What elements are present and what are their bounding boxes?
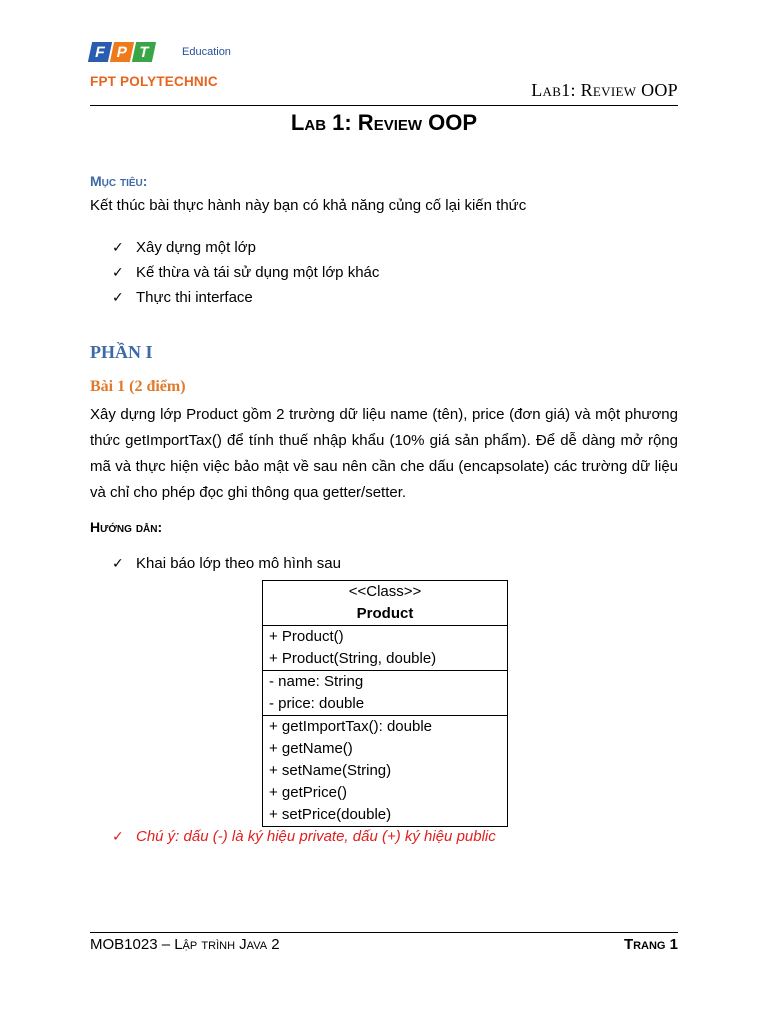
list-item xyxy=(112,260,379,285)
fpt-letters xyxy=(90,42,154,64)
objective-text: Kế thừa và tái sử dụng một lớp khác xyxy=(136,264,380,281)
uml-method: + getName() xyxy=(269,740,353,757)
uml-field: - name: String xyxy=(269,673,364,690)
uml-method: + setName(String) xyxy=(269,762,392,779)
uml-class-diagram xyxy=(262,580,508,827)
footer-course-code: MOB1023 – xyxy=(90,936,175,953)
page-title: Lab 1: Review OOP xyxy=(290,110,478,135)
exercise-heading: Bài 1 (2 điểm) xyxy=(90,378,186,395)
exercise-body xyxy=(90,402,678,506)
footer-page-number: Trang 1 xyxy=(623,936,678,953)
checkmark-icon: ✓ xyxy=(112,289,124,305)
footer-course-name: Lập trình Java 2 xyxy=(174,936,280,953)
uml-constructors-section xyxy=(263,625,507,670)
uml-method: + getPrice() xyxy=(269,784,347,801)
note xyxy=(112,828,496,845)
uml-fields-section xyxy=(263,670,507,715)
logo-polytechnic-text: FPT POLYTECHNIC xyxy=(90,74,218,89)
uml-method: + getImportTax(): double xyxy=(269,718,433,735)
fpt-polytechnic-logo xyxy=(90,42,240,94)
checkmark-icon: ✓ xyxy=(112,828,124,844)
uml-method: + setPrice(double) xyxy=(269,806,392,823)
uml-class-name: Product xyxy=(356,605,414,622)
logo-letter-t: T xyxy=(132,42,156,62)
list-item xyxy=(112,235,379,260)
logo-letter-p: P xyxy=(110,42,134,62)
uml-constructor: + Product() xyxy=(269,628,344,645)
checkmark-icon: ✓ xyxy=(112,555,124,571)
guide-heading: Hướng dẫn: xyxy=(90,519,163,535)
uml-methods-section xyxy=(263,715,507,826)
exercise-text: Xây dựng lớp Product gồm 2 trường dữ liệu name (tên), price (đơn giá) và một phương thức getImportTax() để tính thuế nhập khẩu (10% giá sản phẩm). Để dễ dàng mở rộng mã và thực hiện việc bảo mật về sau nên cần che dấu (encapsolate) các trường dữ liệu và chỉ cho phép đọc ghi thông qua getter/setter. xyxy=(90,406,678,501)
uml-stereotype: <<Class>> xyxy=(348,583,422,600)
uml-constructor: + Product(String, double) xyxy=(269,650,437,667)
guide-step xyxy=(112,555,341,572)
logo-letter-f: F xyxy=(88,42,112,62)
objectives-intro: Kết thúc bài thực hành này bạn có khả năng củng cố lại kiến thức xyxy=(90,197,527,214)
objectives-heading: Mục tiêu: xyxy=(90,173,148,189)
list-item xyxy=(112,285,379,310)
uml-name-section xyxy=(263,581,507,625)
note-text: Chú ý: dấu (-) là ký hiệu private, dấu (+) ký hiệu public xyxy=(136,828,496,845)
checkmark-icon: ✓ xyxy=(112,239,124,255)
objective-text: Xây dựng một lớp xyxy=(136,239,256,256)
objectives-list xyxy=(112,235,379,310)
footer-course xyxy=(90,936,280,953)
part-heading: PHẦN I xyxy=(90,342,153,362)
checkmark-icon: ✓ xyxy=(112,264,124,280)
running-header: Lab1: Review OOP xyxy=(531,80,678,100)
logo-education-text: Education xyxy=(182,46,231,58)
guide-step-text: Khai báo lớp theo mô hình sau xyxy=(136,555,341,572)
objective-text: Thực thi interface xyxy=(136,289,253,306)
uml-field: - price: double xyxy=(269,695,365,712)
footer-divider xyxy=(90,932,678,933)
header-divider xyxy=(90,105,678,106)
